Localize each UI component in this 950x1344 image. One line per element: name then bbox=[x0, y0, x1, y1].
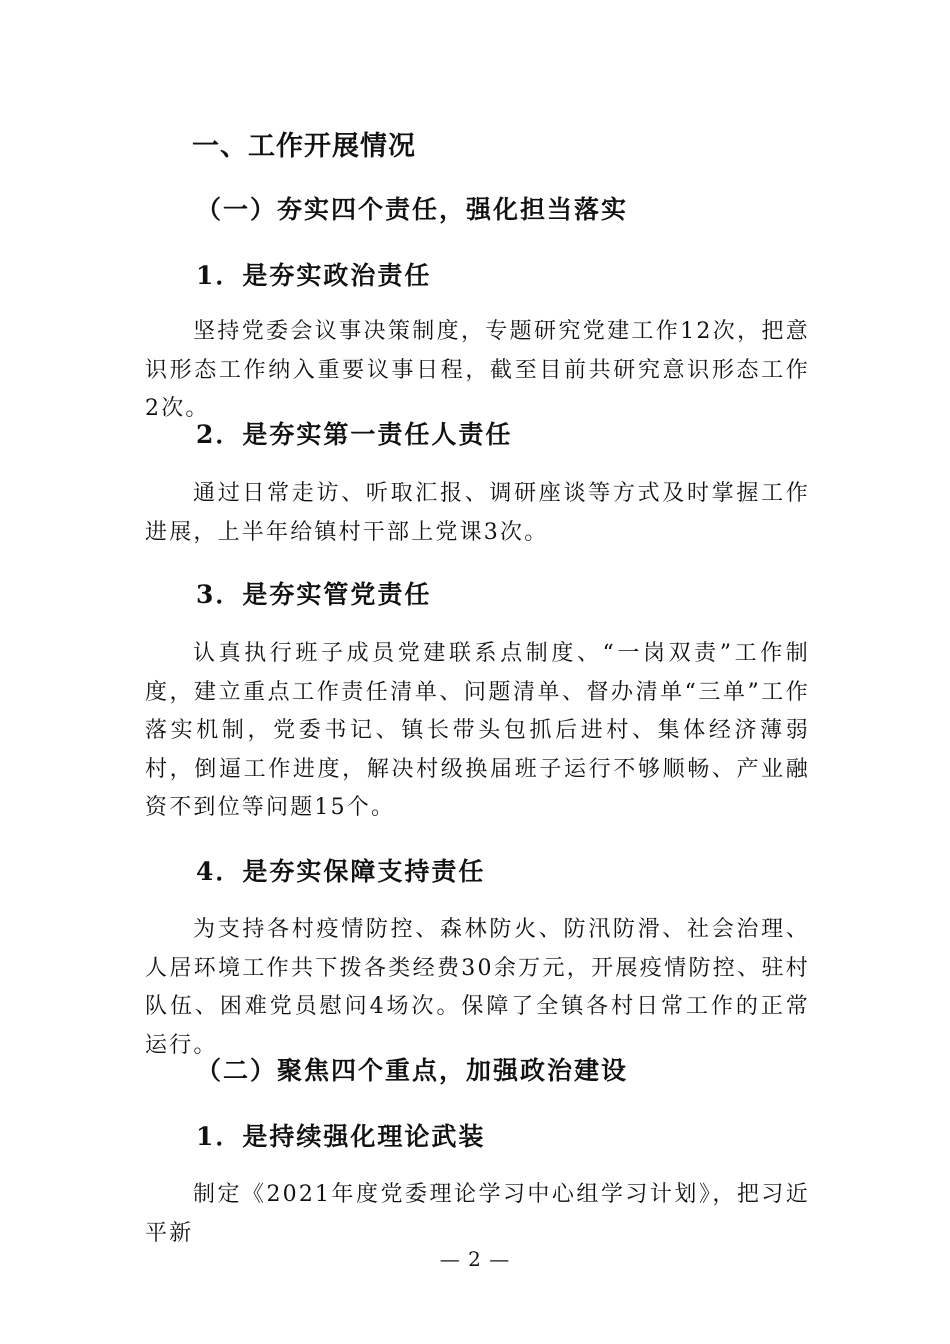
section-title: 一、工作开展情况 bbox=[192, 131, 416, 162]
item-5-paragraph: 制定《2021年度党委理论学习中心组学习计划》，把习近平新 bbox=[145, 1182, 810, 1246]
item-1-paragraph: 坚持党委会议事决策制度，专题研究党建工作12次，把意识形态工作纳入重要议事日程，截至目前共研究意识形态工作2次。 bbox=[145, 319, 810, 421]
subsection-2-title: （二）聚焦四个重点，加强政治建设 bbox=[196, 1056, 629, 1085]
item-3-heading: 3．是夯实管党责任 bbox=[196, 580, 432, 609]
item-2-paragraph: 通过日常走访、听取汇报、调研座谈等方式及时掌握工作进展，上半年给镇村干部上党课3次。 bbox=[145, 481, 810, 545]
item-4-paragraph: 为支持各村疫情防控、森林防火、防汛防滑、社会治理、人居环境工作共下拨各类经费30余万元，开展疫情防控、驻村队伍、困难党员慰问4场次。保障了全镇各村日常工作的正常运行。 bbox=[145, 917, 810, 1058]
page-number: — 2 — bbox=[439, 1247, 511, 1271]
item-4-heading: 4．是夯实保障支持责任 bbox=[196, 857, 486, 886]
item-3-paragraph: 认真执行班子成员党建联系点制度、“一岗双责”工作制度，建立重点工作责任清单、问题清单、督办清单“三单”工作落实机制，党委书记、镇长带头包抓后进村、集体经济薄弱村，倒逼工作进度，解决村级换届班子运行不够顺畅、产业融资不到位等问题15个。 bbox=[145, 641, 810, 820]
item-1-heading: 1．是夯实政治责任 bbox=[196, 261, 432, 290]
item-2-heading: 2．是夯实第一责任人责任 bbox=[196, 420, 513, 449]
item-5-heading: 1．是持续强化理论武装 bbox=[196, 1122, 486, 1151]
subsection-1-title: （一）夯实四个责任，强化担当落实 bbox=[196, 195, 629, 224]
